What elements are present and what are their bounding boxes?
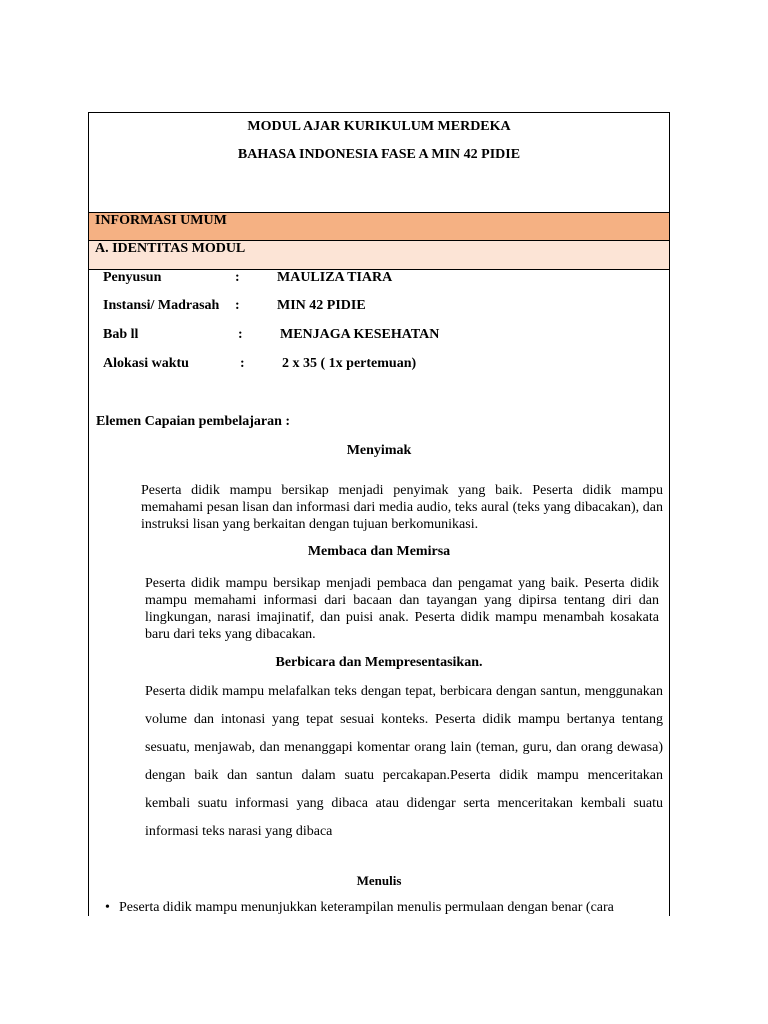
identity-label: Bab ll — [103, 327, 139, 342]
heading-membaca: Membaca dan Memirsa — [307, 544, 451, 559]
list-item-menulis — [105, 900, 657, 916]
para-membaca: Peserta didik mampu bersikap menjadi pembaca dan pengamat yang baik. Peserta didik mampu memahami informasi dari bacaan dan tayangan yang dipirsa tentang diri dan lingkungan, narasi imajinatif, dan puisi anak. Peserta didik mampu menambah kosakata baru dari teks yang dibacakan. — [145, 576, 659, 642]
doc-title-1: MODUL AJAR KURIKULUM MERDEKA — [247, 119, 511, 134]
identity-label: Alokasi waktu — [103, 356, 189, 371]
identity-sep: : — [238, 327, 243, 342]
heading-menulis: Menulis — [356, 873, 402, 888]
identity-value: MENJAGA KESEHATAN — [280, 327, 440, 342]
identity-label: Instansi/ Madrasah — [103, 298, 220, 313]
section-identitas-modul: A. IDENTITAS MODUL — [89, 241, 669, 270]
doc-title-2: BAHASA INDONESIA FASE A MIN 42 PIDIE — [237, 147, 521, 162]
heading-berbicara: Berbicara dan Mempresentasikan. — [275, 655, 483, 670]
identity-label: Penyusun — [103, 270, 162, 285]
para-berbicara: Peserta didik mampu melafalkan teks dengan tepat, berbicara dengan santun, menggunakan volume dan intonasi yang tepat sesuai konteks. Peserta didik mampu bertanya tentang sesuatu, menjawab, dan menanggapi komentar orang lain (teman, guru, dan orang dewasa) dengan baik dan santun dalam suatu percakapan.Peserta didik mampu menceritakan kembali suatu informasi yang dibaca atau didengar serta menceritakan kembali suatu informasi teks narasi yang dibaca — [145, 684, 663, 839]
document-frame — [88, 112, 670, 916]
section-informasi-umum: INFORMASI UMUM — [89, 212, 669, 241]
elemen-title: Elemen Capaian pembelajaran : — [96, 414, 291, 429]
heading-menyimak: Menyimak — [346, 443, 412, 458]
identity-value: MAULIZA TIARA — [277, 270, 393, 285]
identity-sep: : — [240, 356, 245, 371]
bullet-icon: • — [105, 900, 110, 915]
para-menyimak: Peserta didik mampu bersikap menjadi penyimak yang baik. Peserta didik mampu memahami pesan lisan dan informasi dari media audio, teks aural (teks yang dibacakan), dan instruksi lisan yang berkaitan dengan tujuan berkomunikasi. — [141, 483, 663, 532]
identity-value: MIN 42 PIDIE — [277, 298, 366, 313]
bullet-text: Peserta didik mampu menunjukkan keterampilan menulis permulaan dengan benar (cara — [119, 900, 614, 915]
identity-value: 2 x 35 ( 1x pertemuan) — [282, 356, 417, 371]
identity-sep: : — [235, 298, 240, 313]
identity-sep: : — [235, 270, 240, 285]
